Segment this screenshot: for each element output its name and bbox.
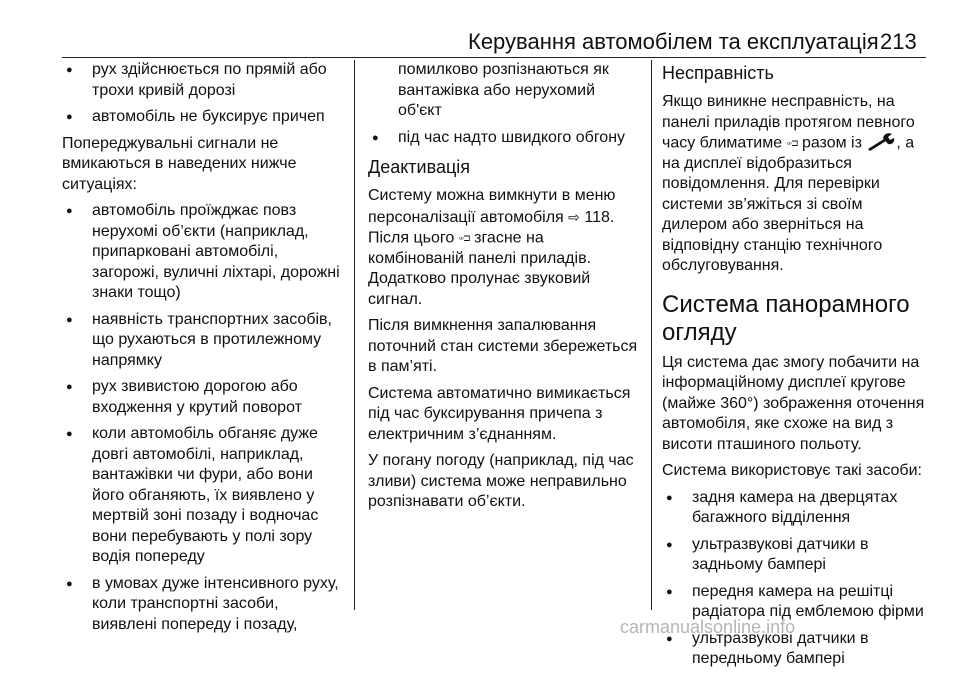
list-item: ● ультразвукові датчики в передньому бампері	[662, 629, 930, 670]
paragraph: Після вимкнення запалювання поточний стан системи збережеться в пам’яті.	[368, 317, 638, 376]
intro-paragraph: Попереджувальні сигнали не вмикаються в наведених нижче ситуаціях:	[62, 134, 297, 193]
list-item-continuation: помилково розпізнаються як вантажівка або нерухомий об'єкт	[398, 61, 609, 119]
watermark: carmanualsonline.info	[620, 617, 796, 637]
paragraph-text: , а на дисплеї відобразиться повідомлення. Для перевірки системи зв’яжіться зі своїм дилером або зверніться на відповідну станцію технічного обслуговування.	[662, 134, 915, 275]
column-divider-1	[354, 60, 355, 610]
list-item: ● передня камера на решітці радіатора під емблемою фірми	[662, 582, 930, 623]
page-reference[interactable]: 118.	[584, 208, 615, 226]
paragraph-text: згасне на комбінованій панелі приладів. Додатково пролунає звуковий сигнал.	[368, 229, 592, 308]
list-item: ● автомобіль не буксирує причеп	[62, 107, 344, 128]
list-item: ● задня камера на дверцятах багажного відділення	[662, 488, 930, 529]
paragraph: Система автоматично вимикається під час буксирування причепа з електричним з’єднанням.	[368, 384, 631, 443]
paragraph	[368, 186, 640, 310]
column-left	[62, 60, 344, 641]
list-item: ● наявність транспортних засобів, що рухаються в протилежному напрямку	[62, 310, 344, 372]
wrench-icon	[866, 133, 896, 151]
paragraph: Система використовує такі засоби:	[662, 462, 922, 480]
column-divider-2	[651, 60, 652, 610]
header-title: Керування автомобілем та експлуатація	[468, 29, 879, 54]
list-item: ● в умовах дуже інтенсивного руху, коли транспортні засоби, виявлені попереду і позаду,	[62, 574, 344, 636]
section-heading-fault: Несправність	[662, 63, 774, 83]
list-item: ● рух здійснюється по прямій або трохи кривій дорозі	[62, 60, 344, 101]
paragraph-text: Після цього	[368, 229, 455, 247]
list-item: ● автомобіль проїжджає повз нерухомі об’єкти (наприклад, припарковані автомобілі, загорожі, вуличні ліхтарі, дорожні знаки тощо)	[62, 201, 344, 304]
column-middle	[368, 60, 640, 519]
paragraph: Ця система дає змогу побачити на інформаційному дисплеї кругове (майже 360°) зображення оточення автомобіля, яке схоже на вид з висоти пташиного польоту.	[662, 353, 925, 453]
list-item: ● рух звивистою дорогою або входження у крутий поворот	[62, 377, 344, 418]
header-divider	[62, 57, 926, 58]
list-item: ● під час надто швидкого обгону	[368, 128, 640, 149]
list-item: ● ультразвукові датчики в задньому бампері	[662, 535, 930, 576]
section-heading-deactivation: Деактивація	[368, 157, 471, 177]
paragraph-text: разом із	[801, 134, 862, 152]
blind-spot-warning-icon: ▫◦⊐	[786, 138, 798, 148]
list-item: ● коли автомобіль обганяє дуже довгі автомобілі, наприклад, вантажівки чи фури, або вони його обганяють, їх виявлено у мертвій зоні позаду і водночас вони перебувають у полі зору водія попереду	[62, 424, 344, 568]
paragraph: У погану погоду (наприклад, під час зливи) система може неправильно розпізнавати об’єкти.	[368, 452, 634, 511]
section-heading-panorama: Система панорамного огляду	[662, 290, 910, 346]
column-right	[662, 60, 930, 676]
paragraph-text: Якщо виникне несправність, на панелі приладів протягом певного часу блиматиме	[662, 93, 915, 152]
page-header	[0, 0, 960, 54]
paragraph	[662, 92, 930, 277]
page-number: 213	[880, 29, 917, 54]
paragraph-text: Систему можна вимкнути в меню персоналізації автомобіля	[368, 187, 616, 226]
page-reference-arrow-icon: ⇨	[568, 208, 580, 225]
blind-spot-warning-icon: ▫◦⊐	[458, 233, 470, 243]
